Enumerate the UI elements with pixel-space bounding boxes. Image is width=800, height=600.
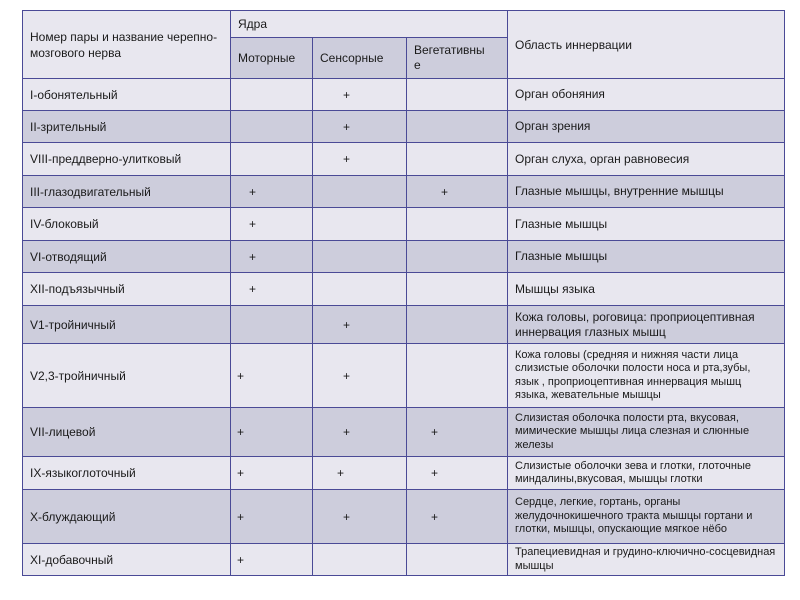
- sensory-nucleus-cell: +: [313, 457, 407, 490]
- sensory-nucleus-cell: +: [313, 408, 407, 457]
- header-vegetative: Вегетативны е: [407, 38, 508, 79]
- sensory-nucleus-cell: +: [313, 79, 407, 111]
- motor-nucleus-cell: [231, 143, 313, 176]
- vegetative-nucleus-cell: [407, 111, 508, 143]
- nerve-name-cell: VIII-преддверно-улитковый: [23, 143, 231, 176]
- motor-nucleus-cell: [231, 79, 313, 111]
- sensory-nucleus-cell: [313, 176, 407, 208]
- nerve-name-cell: XI-добавочный: [23, 544, 231, 576]
- sensory-nucleus-cell: [313, 544, 407, 576]
- table-row: [23, 111, 785, 143]
- vegetative-nucleus-cell: [407, 241, 508, 273]
- motor-nucleus-cell: +: [231, 208, 313, 241]
- innervation-area-cell: Орган зрения: [508, 111, 785, 143]
- header-innervation-area: Область иннервации: [508, 11, 785, 79]
- sensory-nucleus-cell: [313, 241, 407, 273]
- motor-nucleus-cell: +: [231, 490, 313, 544]
- innervation-area-cell: Орган слуха, орган равновесия: [508, 143, 785, 176]
- motor-nucleus-cell: +: [231, 176, 313, 208]
- nerve-name-cell: I-обонятельный: [23, 79, 231, 111]
- table-row: [23, 273, 785, 306]
- innervation-area-cell: Мышцы языка: [508, 273, 785, 306]
- innervation-area-cell: Кожа головы (средняя и нижняя части лица слизистые оболочки полости носа и рта,зубы, язык , проприоцептивная иннервация мышц языка, жевательные мышцы: [508, 344, 785, 408]
- innervation-area-cell: Слизистая оболочка полости рта, вкусовая, мимические мышцы лица слезная и слюнные железы: [508, 408, 785, 457]
- motor-nucleus-cell: +: [231, 344, 313, 408]
- table-row: [23, 306, 785, 344]
- table-row: [23, 408, 785, 457]
- vegetative-nucleus-cell: [407, 344, 508, 408]
- motor-nucleus-cell: +: [231, 273, 313, 306]
- sensory-nucleus-cell: +: [313, 344, 407, 408]
- nerve-name-cell: V2,3-тройничный: [23, 344, 231, 408]
- header-sensory: Сенсорные: [313, 38, 407, 79]
- table-row: [23, 176, 785, 208]
- motor-nucleus-cell: +: [231, 241, 313, 273]
- nerve-name-cell: X-блуждающий: [23, 490, 231, 544]
- vegetative-nucleus-cell: [407, 306, 508, 344]
- innervation-area-cell: Трапециевидная и грудино-ключично-сосцевидная мышцы: [508, 544, 785, 576]
- innervation-area-cell: Орган обоняния: [508, 79, 785, 111]
- vegetative-nucleus-cell: [407, 544, 508, 576]
- table-row: [23, 344, 785, 408]
- motor-nucleus-cell: +: [231, 457, 313, 490]
- nerve-name-cell: VI-отводящий: [23, 241, 231, 273]
- motor-nucleus-cell: [231, 111, 313, 143]
- innervation-area-cell: Глазные мышцы, внутренние мышцы: [508, 176, 785, 208]
- cranial-nerves-table: [22, 10, 785, 576]
- vegetative-nucleus-cell: [407, 143, 508, 176]
- motor-nucleus-cell: [231, 306, 313, 344]
- nerve-name-cell: VII-лицевой: [23, 408, 231, 457]
- nerve-name-cell: XII-подъязычный: [23, 273, 231, 306]
- vegetative-nucleus-cell: +: [407, 490, 508, 544]
- nerve-name-cell: II-зрительный: [23, 111, 231, 143]
- header-nuclei: Ядра: [231, 11, 508, 38]
- table-body: [23, 79, 785, 576]
- nerve-name-cell: V1-тройничный: [23, 306, 231, 344]
- vegetative-nucleus-cell: +: [407, 408, 508, 457]
- table-row: [23, 143, 785, 176]
- table-row: [23, 79, 785, 111]
- table-row: [23, 208, 785, 241]
- motor-nucleus-cell: +: [231, 544, 313, 576]
- nerve-name-cell: IX-языкоглоточный: [23, 457, 231, 490]
- motor-nucleus-cell: +: [231, 408, 313, 457]
- table-row: [23, 457, 785, 490]
- vegetative-nucleus-cell: +: [407, 457, 508, 490]
- nerve-name-cell: III-глазодвигательный: [23, 176, 231, 208]
- sensory-nucleus-cell: +: [313, 306, 407, 344]
- sensory-nucleus-cell: +: [313, 490, 407, 544]
- vegetative-nucleus-cell: [407, 273, 508, 306]
- table-row: [23, 241, 785, 273]
- vegetative-nucleus-cell: +: [407, 176, 508, 208]
- table-row: [23, 490, 785, 544]
- innervation-area-cell: Слизистые оболочки зева и глотки, глоточные миндалины,вкусовая, мышцы глотки: [508, 457, 785, 490]
- sensory-nucleus-cell: +: [313, 111, 407, 143]
- sensory-nucleus-cell: [313, 208, 407, 241]
- sensory-nucleus-cell: [313, 273, 407, 306]
- innervation-area-cell: Глазные мышцы: [508, 208, 785, 241]
- vegetative-nucleus-cell: [407, 79, 508, 111]
- header-nerve-name: Номер пары и название черепно-мозгового нерва: [23, 11, 231, 79]
- table-row: [23, 544, 785, 576]
- vegetative-nucleus-cell: [407, 208, 508, 241]
- header-motor: Моторные: [231, 38, 313, 79]
- innervation-area-cell: Кожа головы, роговица: проприоцептивная иннервация глазных мышц: [508, 306, 785, 344]
- innervation-area-cell: Глазные мышцы: [508, 241, 785, 273]
- innervation-area-cell: Сердце, легкие, гортань, органы желудочнокишечного тракта мышцы гортани и глотки, мышцы, опускающие мягкое нёбо: [508, 490, 785, 544]
- nerve-name-cell: IV-блоковый: [23, 208, 231, 241]
- sensory-nucleus-cell: +: [313, 143, 407, 176]
